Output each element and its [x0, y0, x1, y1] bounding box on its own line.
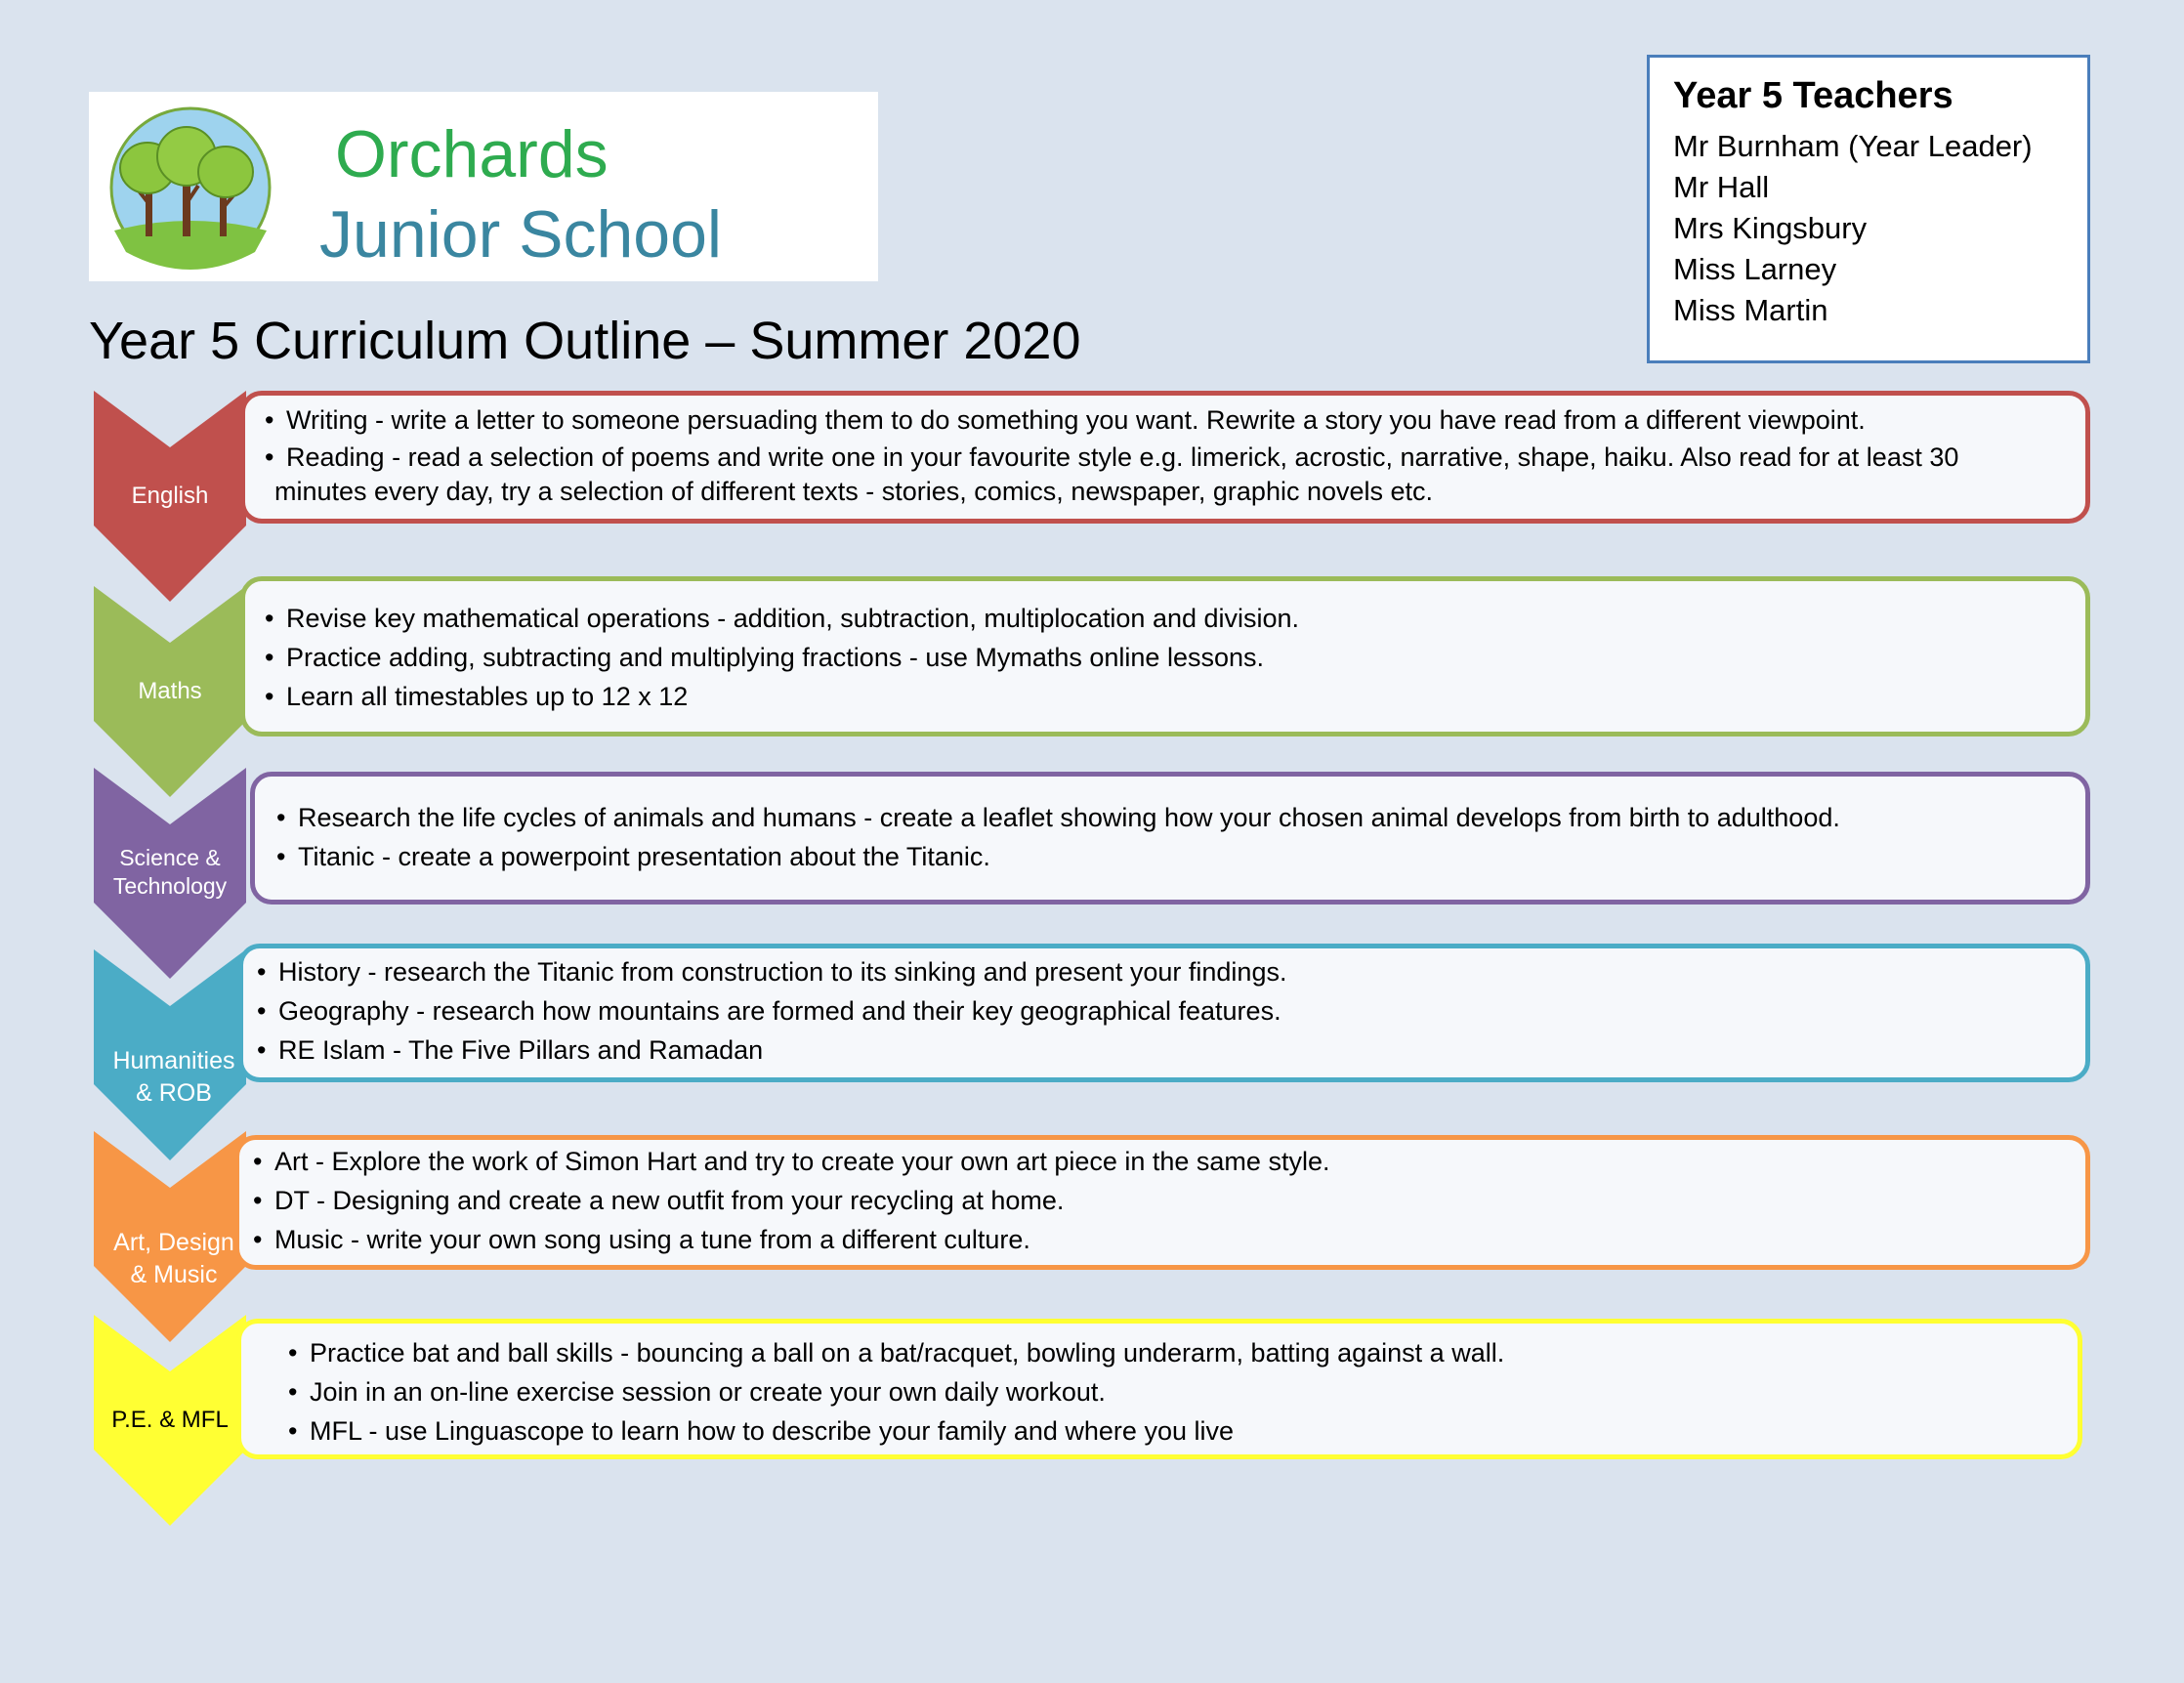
subject-chevron	[94, 391, 246, 602]
list-item: • Writing - write a letter to someone persuading them to do something you want. Rewrite a story you have read from a different viewpoint.	[265, 405, 1866, 435]
subject-label: Maths	[138, 678, 202, 704]
list-item: minutes every day, try a selection of different texts - stories, comics, newspaper, graphic novels etc.	[274, 477, 1434, 506]
tree-logo-icon	[108, 105, 273, 270]
list-item: • Practice adding, subtracting and multiplying fractions - use Mymaths online lessons.	[265, 643, 1264, 672]
list-item: • Learn all timestables up to 12 x 12	[265, 682, 689, 711]
teacher-name: Mr Hall	[1673, 170, 1770, 204]
subject-panel	[234, 1135, 2090, 1270]
subject-label: Art, Design & Music	[113, 1229, 234, 1288]
subject-label: English	[131, 483, 209, 509]
teacher-name: Mrs Kingsbury	[1673, 211, 1868, 245]
teachers-box	[1647, 55, 2090, 363]
subject-panel	[240, 391, 2090, 524]
subject-panel	[238, 944, 2090, 1082]
list-item: • Titanic - create a powerpoint presentation about the Titanic.	[276, 842, 990, 871]
page-title: Year 5 Curriculum Outline – Summer 2020	[89, 312, 1081, 370]
list-item: • DT - Designing and create a new outfit from your recycling at home.	[253, 1186, 1065, 1215]
school-name-line1: Orchards	[335, 117, 609, 191]
subject-panel	[250, 772, 2090, 905]
subject-chevron	[94, 949, 246, 1160]
list-item: • Join in an on-line exercise session or create your own daily workout.	[288, 1377, 1106, 1407]
teacher-name: Miss Martin	[1673, 293, 1828, 327]
subject-label: Humanities & ROB	[112, 1047, 235, 1107]
subject-panel	[240, 576, 2090, 736]
subject-label: P.E. & MFL	[111, 1407, 229, 1433]
list-item: • Geography - research how mountains are formed and their key geographical features.	[257, 996, 1281, 1026]
list-item: • Reading - read a selection of poems and write one in your favourite style e.g. limerick, acrostic, narrative, shape, haiku. Also read for at least 30	[265, 442, 1959, 472]
subject-chevron	[94, 1131, 246, 1342]
school-name-line2: Junior School	[319, 197, 723, 272]
list-item: • Practice bat and ball skills - bouncing a ball on a bat/racquet, bowling underarm, batting against a wall.	[288, 1338, 1505, 1367]
teachers-title: Year 5 Teachers	[1673, 75, 1953, 116]
subject-panel	[236, 1319, 2082, 1459]
teacher-name: Miss Larney	[1673, 252, 1837, 286]
school-logo-banner	[89, 92, 878, 281]
list-item: • Music - write your own song using a tune from a different culture.	[253, 1225, 1030, 1254]
list-item: • MFL - use Linguascope to learn how to describe your family and where you live	[288, 1416, 1234, 1446]
list-item: • Revise key mathematical operations - addition, subtraction, multiplocation and division.	[265, 604, 1300, 633]
list-item: • RE Islam - The Five Pillars and Ramadan	[257, 1035, 764, 1065]
subject-chevron	[94, 1315, 246, 1526]
subject-chevron	[94, 586, 246, 797]
list-item: • History - research the Titanic from construction to its sinking and present your findings.	[257, 957, 1287, 987]
list-item: • Research the life cycles of animals and humans - create a leaflet showing how your chosen animal develops from birth to adulthood.	[276, 803, 1840, 832]
subject-label: Science & Technology	[112, 845, 228, 899]
list-item: • Art - Explore the work of Simon Hart and try to create your own art piece in the same style.	[253, 1147, 1330, 1176]
teacher-name: Mr Burnham (Year Leader)	[1673, 129, 2033, 163]
subject-chevron	[94, 768, 246, 979]
